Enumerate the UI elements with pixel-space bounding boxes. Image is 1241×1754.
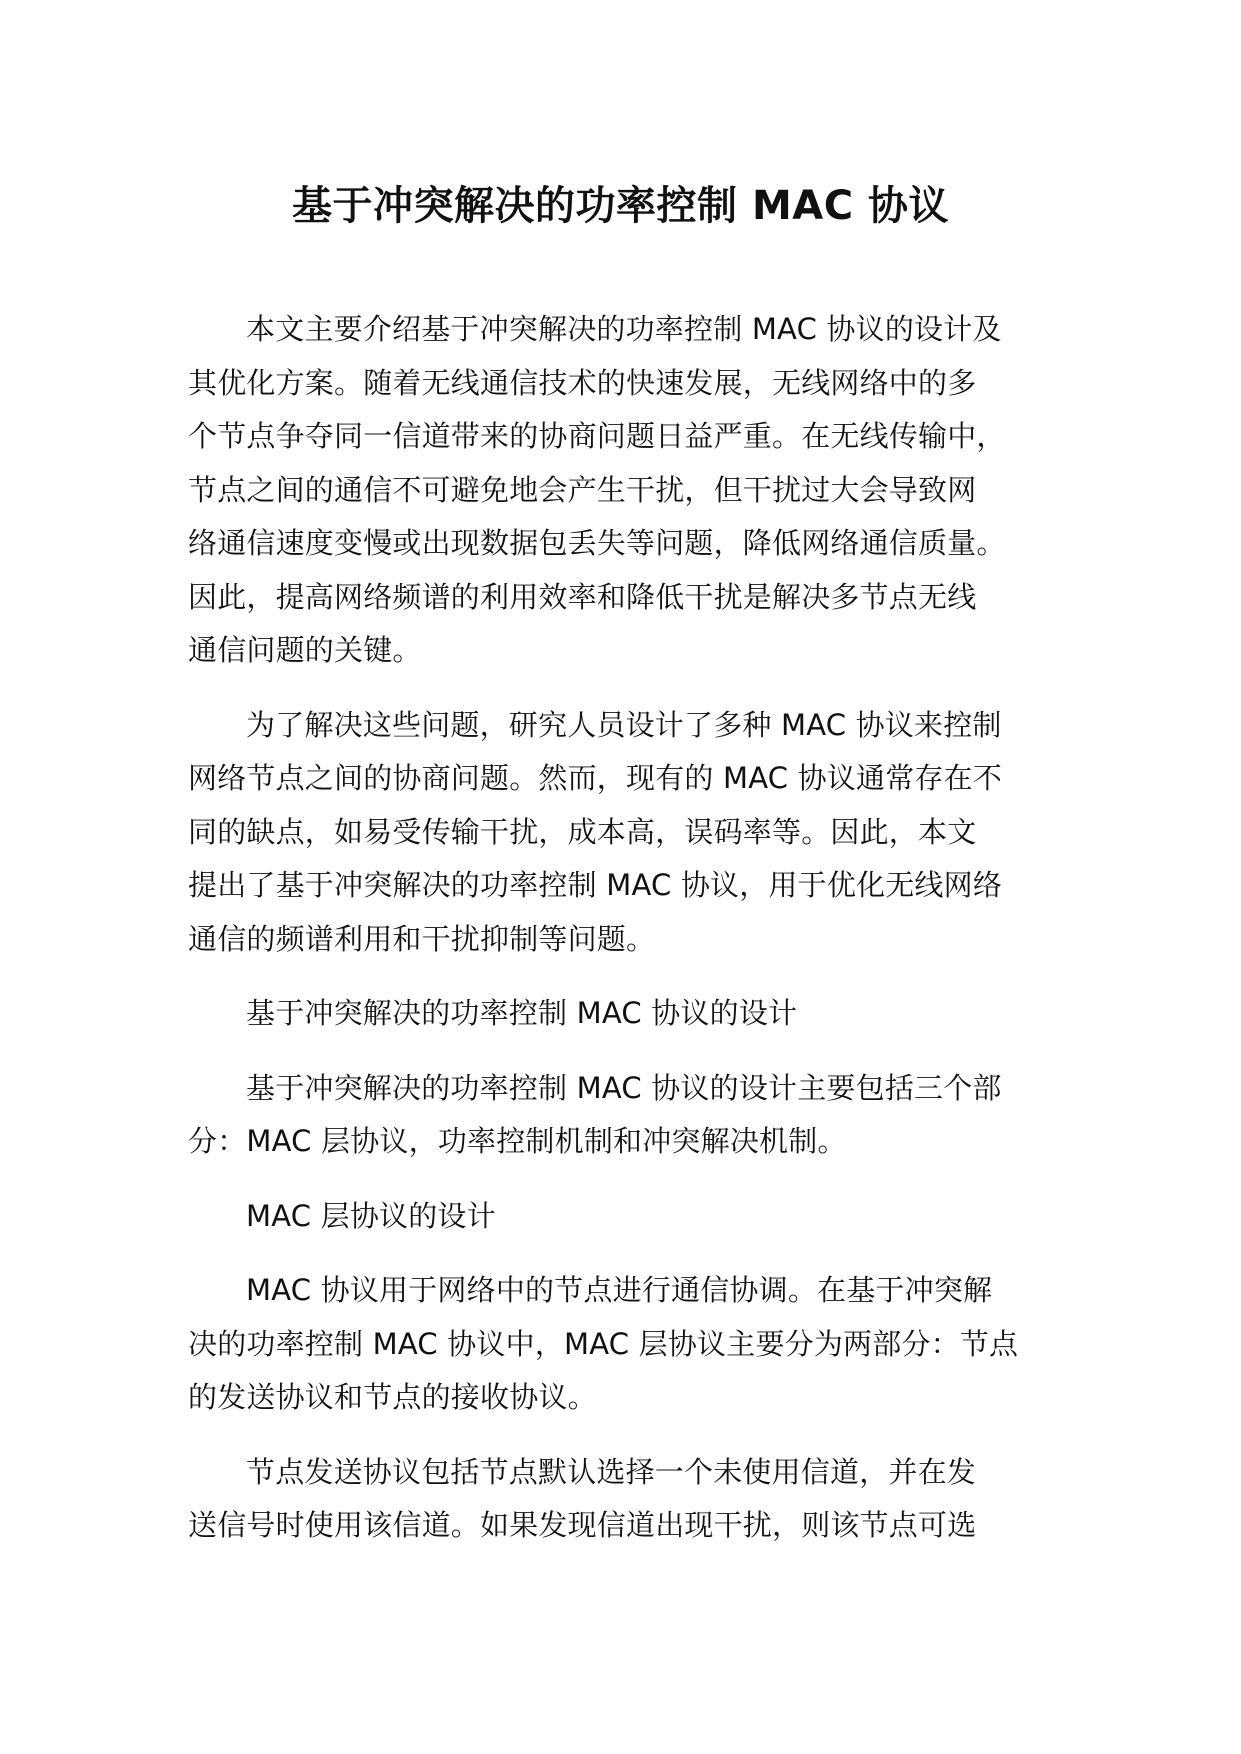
paragraph-send-protocol [188,1446,1078,1553]
paragraph-line: 本文主要介绍基于冲突解决的功率控制 MAC 协议的设计及 [246,312,1002,346]
paragraph-motivation [188,699,1078,967]
paragraph-line: 节点之间的通信不可避免地会产生干扰，但干扰过大会导致网 [188,472,977,507]
paragraph-line: 为了解决这些问题，研究人员设计了多种 MAC 协议来控制 [246,707,1002,742]
paragraph-line: 决的功率控制 MAC 协议中，MAC 层协议主要分为两部分：节点 [188,1326,1019,1361]
paragraph-line: 的发送协议和节点的接收协议。 [188,1380,597,1414]
paragraph-line: 分：MAC 层协议，功率控制机制和冲突解决机制。 [188,1124,847,1158]
paragraph-line: 同的缺点，如易受传输干扰，成本高，误码率等。因此，本文 [188,814,977,849]
paragraph-line: 其优化方案。随着无线通信技术的快速发展，无线网络中的多 [188,365,977,400]
section-heading-design [188,987,1078,1041]
paragraph-line: 提出了基于冲突解决的功率控制 MAC 协议，用于优化无线网络 [188,868,1003,902]
paragraph-line: 送信号时使用该信道。如果发现信道出现干扰，则该节点可选 [188,1508,977,1542]
paragraph-line: 个节点争夺同一信道带来的协商问题日益严重。在无线传输中， [188,419,1006,453]
section-heading-mac-layer [188,1190,1078,1244]
document-title: 基于冲突解决的功率控制 MAC 协议 [292,183,949,229]
paragraph-line: 节点发送协议包括节点默认选择一个未使用信道，并在发 [246,1454,977,1489]
paragraph-line: 通信的频谱利用和干扰抑制等问题。 [188,921,656,956]
paragraph-line: 络通信速度变慢或出现数据包丢失等问题，降低网络通信质量。 [188,526,1006,560]
document-body [188,303,1078,1574]
paragraph-mac-layer [188,1264,1078,1425]
section-heading-text: 基于冲突解决的功率控制 MAC 协议的设计 [246,996,798,1030]
paragraph-line: 基于冲突解决的功率控制 MAC 协议的设计主要包括三个部 [246,1070,1002,1105]
paragraph-intro [188,303,1078,678]
paragraph-design-overview [188,1062,1078,1169]
paragraph-line: 通信问题的关键。 [188,633,422,667]
paragraph-line: 网络节点之间的协商问题。然而，现有的 MAC 协议通常存在不 [188,761,1003,795]
paragraph-line: 因此，提高网络频谱的利用效率和降低干扰是解决多节点无线 [188,579,977,614]
section-heading-text: MAC 层协议的设计 [246,1198,496,1233]
paragraph-line: MAC 协议用于网络中的节点进行通信协调。在基于冲突解 [246,1273,993,1307]
